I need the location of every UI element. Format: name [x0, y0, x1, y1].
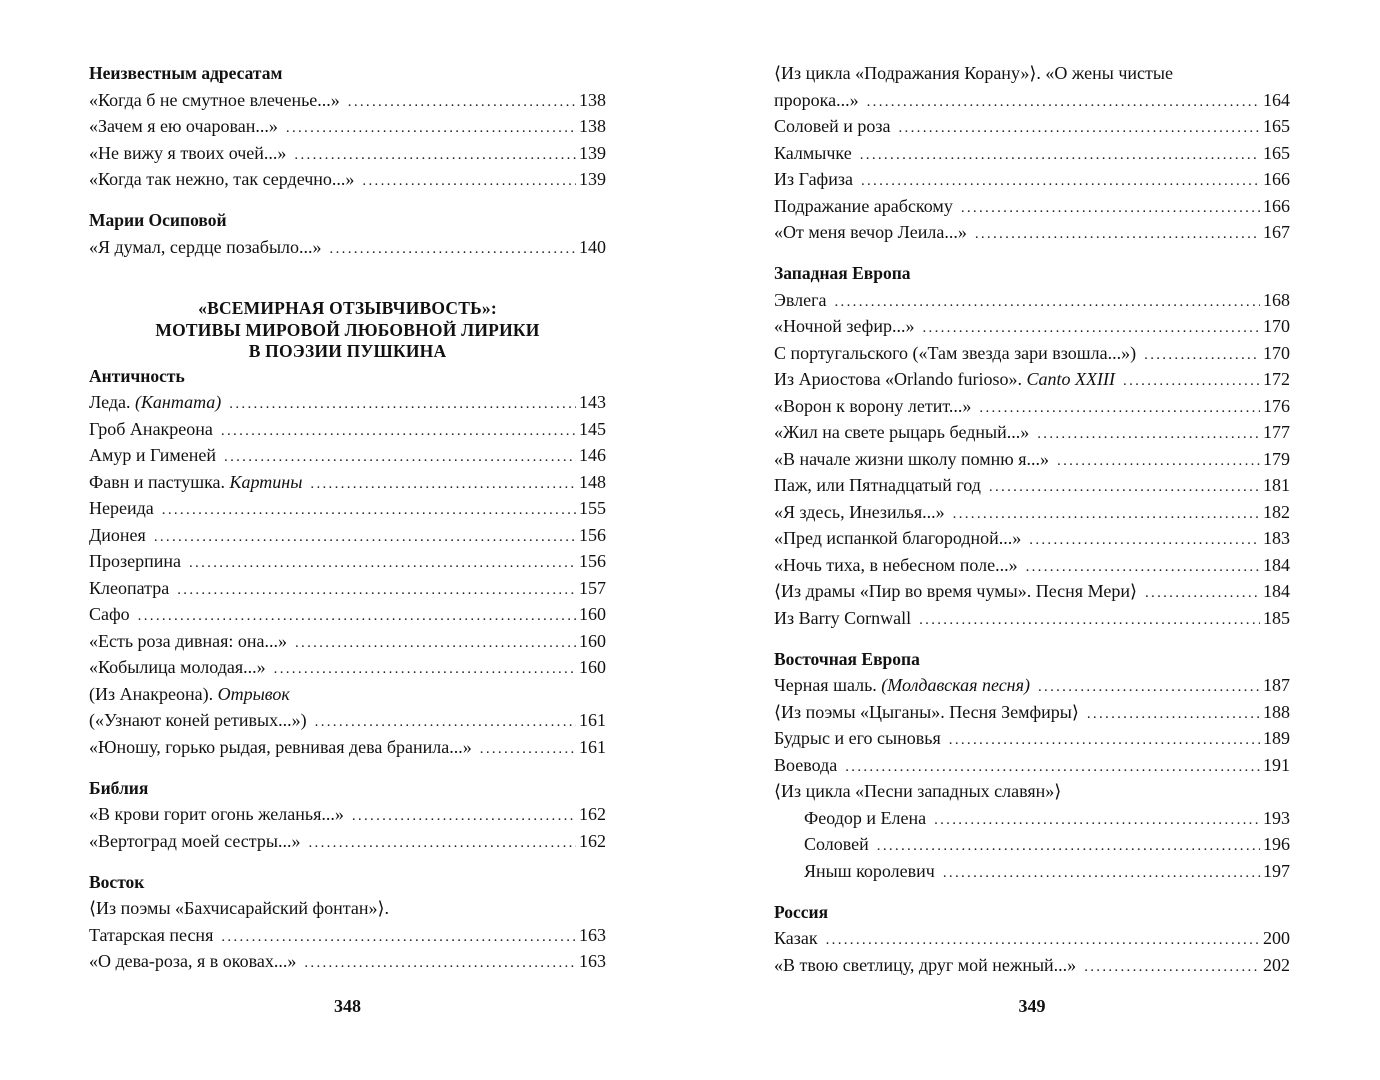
toc-entry: «Я здесь, Инезилья...» ..... 182 — [774, 499, 1290, 526]
toc-entry: Калмычке ..... 165 — [774, 140, 1290, 167]
toc-entry: «Ночь тиха, в небесном поле...» ..... 184 — [774, 552, 1290, 579]
toc-entry: Фавн и пастушка. Картины ..... 148 — [89, 469, 606, 496]
toc-entry: Воевода ..... 191 — [774, 752, 1290, 779]
toc-entry: «Я думал, сердце позабыло...» ..... 140 — [89, 234, 606, 261]
toc-entry: «Пред испанкой благородной...» ..... 183 — [774, 525, 1290, 552]
right-toc — [774, 60, 1290, 978]
toc-entry: (Из Анакреона). Отрывок — [89, 683, 290, 704]
left-page — [89, 0, 606, 1080]
toc-entry: («Узнают коней ретивых...») ..... 161 — [89, 707, 606, 734]
toc-entry: Сафо ..... 160 — [89, 601, 606, 628]
toc-entry: Татарская песня ..... 163 — [89, 922, 606, 949]
toc-entry: Яныш королевич ..... 197 — [774, 858, 1290, 885]
toc-entry: Феодор и Елена ..... 193 — [774, 805, 1290, 832]
toc-entry: «Есть роза дивная: она...» ..... 160 — [89, 628, 606, 655]
section-heading: Марии Осиповой — [89, 210, 227, 230]
toc-entry: Паж, или Пятнадцатый год ..... 181 — [774, 472, 1290, 499]
toc-entry: «Ночной зефир...» ..... 170 — [774, 313, 1290, 340]
toc-entry: «Не вижу я твоих очей...» ..... 139 — [89, 140, 606, 167]
toc-entry: Амур и Гименей ..... 146 — [89, 442, 606, 469]
toc-entry: «В твою светлицу, друг мой нежный...» ..... 202 — [774, 952, 1290, 979]
toc-entry: «Зачем я ею очарован...» ..... 138 — [89, 113, 606, 140]
toc-entry: Подражание арабскому ..... 166 — [774, 193, 1290, 220]
section-heading: Библия — [89, 777, 149, 798]
toc-entry: Из Ариостова «Orlando furioso». Canto XXIII ..... 172 — [774, 366, 1290, 393]
toc-entry: «В начале жизни школу помню я...» ..... 179 — [774, 446, 1290, 473]
toc-entry: Нереида ..... 155 — [89, 495, 606, 522]
toc-entry: пророка...» ..... 164 — [774, 87, 1290, 114]
toc-entry: С португальского («Там звезда зари взошла...») ..... 170 — [774, 340, 1290, 367]
section-heading: Западная Европа — [774, 263, 911, 283]
toc-entry: Из Barry Cornwall ..... 185 — [774, 605, 1290, 632]
toc-entry: «Жил на свете рыцарь бедный...» ..... 177 — [774, 419, 1290, 446]
toc-entry: ⟨Из цикла «Песни западных славян»⟩ — [774, 781, 1062, 801]
toc-entry: Соловей ..... 196 — [774, 831, 1290, 858]
toc-entry: ⟨Из драмы «Пир во время чумы». Песня Мери⟩ ..... 184 — [774, 578, 1290, 605]
section-heading: Россия — [774, 901, 829, 922]
toc-entry: ⟨Из поэмы «Цыганы». Песня Земфиры⟩ ..... 188 — [774, 699, 1290, 726]
toc-entry: Клеопатра ..... 157 — [89, 575, 606, 602]
toc-entry: Соловей и роза ..... 165 — [774, 113, 1290, 140]
right-page — [774, 0, 1290, 1080]
part-title: «ВСЕМИРНАЯ ОТЗЫВЧИВОСТЬ»: МОТИВЫ МИРОВОЙ ЛЮБОВНОЙ ЛИРИКИ В ПОЭЗИИ ПУШКИНА — [155, 298, 540, 361]
page-number: 348 — [334, 996, 361, 1016]
toc-entry: «Когда б не смутное влеченье...» ..... 138 — [89, 87, 606, 114]
section-heading: Неизвестным адресатам — [89, 63, 283, 83]
toc-entry: «В крови горит огонь желанья...» ..... 162 — [89, 801, 606, 828]
section-heading: Античность — [89, 365, 185, 386]
page-number: 349 — [1018, 996, 1046, 1016]
toc-entry: Прозерпина ..... 156 — [89, 548, 606, 575]
toc-entry: «Когда так нежно, так сердечно...» ..... 139 — [89, 166, 606, 193]
toc-entry: Будрыс и его сыновья ..... 189 — [774, 725, 1290, 752]
toc-entry: ⟨Из цикла «Подражания Корану»⟩. «О жены чистые — [774, 63, 1173, 83]
toc-entry: «От меня вечор Леила...» ..... 167 — [774, 219, 1290, 246]
toc-entry: Эвлега ..... 168 — [774, 287, 1290, 314]
toc-entry: Черная шаль. (Молдавская песня) ..... 187 — [774, 672, 1290, 699]
toc-entry: Из Гафиза ..... 166 — [774, 166, 1290, 193]
toc-entry: «Ворон к ворону летит...» ..... 176 — [774, 393, 1290, 420]
toc-entry: «Кобылица молодая...» ..... 160 — [89, 654, 606, 681]
toc-entry: ⟨Из поэмы «Бахчисарайский фонтан»⟩. — [89, 898, 389, 918]
section-heading: Восточная Европа — [774, 648, 920, 669]
toc-entry: Леда. (Кантата) ..... 143 — [89, 389, 606, 416]
toc-entry: «О дева-роза, я в оковах...» ..... 163 — [89, 948, 606, 975]
toc-entry: «Юношу, горько рыдая, ревнивая дева бранила...» ..... 161 — [89, 734, 606, 761]
section-heading: Восток — [89, 871, 145, 892]
toc-entry: «Вертоград моей сестры...» ..... 162 — [89, 828, 606, 855]
left-toc — [89, 60, 606, 975]
toc-entry: Гроб Анакреона ..... 145 — [89, 416, 606, 443]
toc-entry: Дионея ..... 156 — [89, 522, 606, 549]
toc-entry: Казак ..... 200 — [774, 925, 1290, 952]
